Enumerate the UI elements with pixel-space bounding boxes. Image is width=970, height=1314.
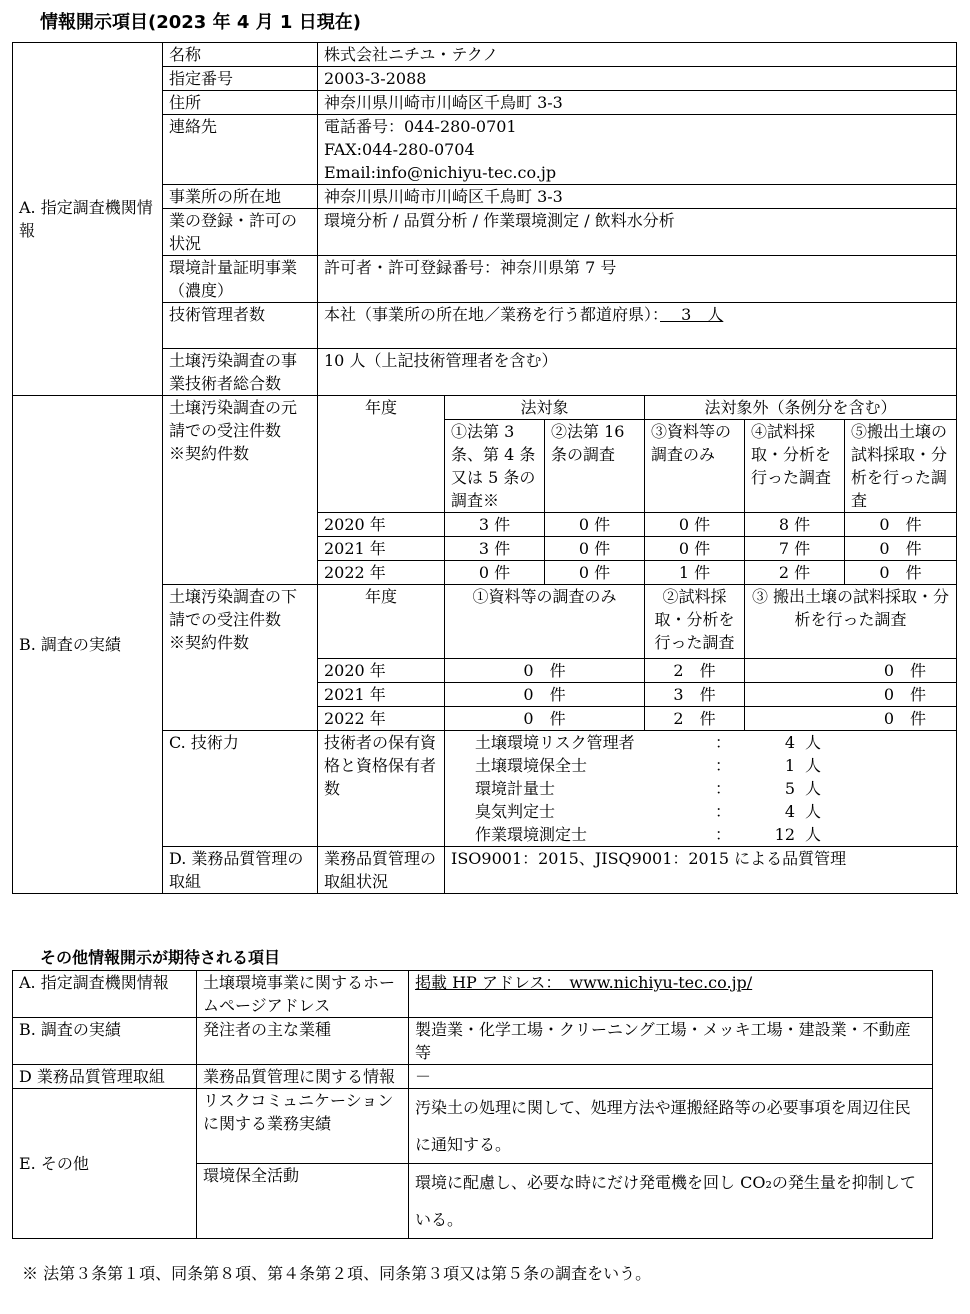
col-header: ②試料採取・分析を行った調査 (645, 585, 745, 659)
col-header: ④試料採取・分析を行った調査 (745, 420, 845, 513)
group-non-legal: 法対象外（条例分を含む） (645, 396, 957, 420)
row-value: 許可者・許可登録番号：神奈川県第 7 号 (318, 256, 957, 303)
other-value: 製造業・化学工場・クリーニング工場・メッキ工場・建設業・不動産 等 (409, 1018, 933, 1065)
row-value (318, 303, 957, 349)
count-cell: 3 件 (445, 513, 545, 537)
phone-number: 電話番号：044-280-0701 (324, 117, 517, 136)
row-value: 環境分析 / 品質分析 / 作業環境測定 / 飲料水分析 (318, 209, 957, 256)
count-cell: 0 件 (445, 561, 545, 585)
year-cell: 2020 年 (318, 659, 445, 683)
row-value: 株式会社ニチユ・テクノ (318, 43, 957, 67)
qual-row: 環境計量士 ： 5 人 (475, 779, 822, 798)
row-label: 連絡先 (163, 115, 318, 185)
other-value: 環境に配慮し、必要な時にだけ発電機を回し CO₂の発生量を抑制している。 (409, 1164, 933, 1239)
count-cell: 0 件 (445, 683, 645, 707)
count-cell: 0 件 (445, 707, 645, 731)
section-a-label: A. 指定調査機関情報 (13, 43, 163, 396)
row-label: 技術者の保有資格と資格保有者数 (318, 731, 445, 847)
year-cell: 2021 年 (318, 683, 445, 707)
qual-row: 土壌環境保全士 ： 1 人 (475, 756, 822, 775)
row-value: 神奈川県川崎市川崎区千鳥町 3-3 (318, 91, 957, 115)
sub-label-cell (163, 585, 318, 731)
row-label: 指定番号 (163, 67, 318, 91)
value-prefix: 本社（事業所の所在地／業務を行う都道府県）： (324, 305, 661, 324)
count-cell: 0 件 (545, 537, 645, 561)
col-header: ⑤搬出土壌の試料採取・分析を行った調査 (845, 420, 957, 513)
row-label: 技術管理者数 (163, 303, 318, 349)
sub-label: 土壌汚染調査の下請での受注件数 (169, 587, 298, 629)
count-cell: 2 件 (645, 707, 745, 731)
count-cell: 2 件 (645, 659, 745, 683)
count-cell: 8 件 (745, 513, 845, 537)
count-cell: 3 件 (645, 683, 745, 707)
sub-note: ※契約件数 (169, 633, 250, 652)
count-cell: 7 件 (745, 537, 845, 561)
other-item: 土壌環境事業に関するホームページアドレス (197, 971, 409, 1018)
other-value: － (409, 1065, 933, 1089)
row-value: 神奈川県川崎市川崎区千鳥町 3-3 (318, 185, 957, 209)
count-cell: 0 件 (545, 561, 645, 585)
col-header: ③ 搬出土壌の試料採取・分析を行った調査 (745, 585, 957, 659)
year-header: 年度 (318, 396, 445, 513)
year-header: 年度 (318, 585, 445, 659)
row-value: 10 人（上記技術管理者を含む） (318, 349, 957, 396)
year-cell: 2021 年 (318, 537, 445, 561)
other-table (12, 970, 933, 1239)
row-value: ISO9001：2015、JISQ9001：2015 による品質管理 (445, 847, 957, 894)
prime-note: ※契約件数 (169, 444, 250, 463)
other-section-title: その他情報開示が期待される項目 (40, 948, 281, 967)
row-label: 業の登録・許可の状況 (163, 209, 318, 256)
count-cell: 0 件 (845, 513, 957, 537)
manager-count: 3 人 (660, 305, 724, 324)
year-cell: 2020 年 (318, 513, 445, 537)
other-item: 環境保全活動 (197, 1164, 409, 1239)
count-cell: 0 件 (645, 513, 745, 537)
other-cat: D 業務品質管理取組 (13, 1065, 197, 1089)
other-item: 発注者の主な業種 (197, 1018, 409, 1065)
count-cell: 0 件 (745, 683, 957, 707)
section-c-label: C. 技術力 (163, 731, 318, 847)
row-label: 名称 (163, 43, 318, 67)
page-title: 情報開示項目(2023 年 4 月 1 日現在) (40, 12, 361, 33)
qual-row: 臭気判定士 ： 4 人 (475, 802, 822, 821)
footnote: ※ 法第３条第１項、同条第８項、第４条第２項、同条第３項又は第５条の調査をいう。 (22, 1264, 652, 1283)
section-b-label: B. 調査の実績 (13, 396, 163, 894)
row-label: 住所 (163, 91, 318, 115)
col-header: ①資料等の調査のみ (445, 585, 645, 659)
row-label: 業務品質管理の取組状況 (318, 847, 445, 894)
col-header: ①法第 3 条、第 4 条又は 5 条の調査※ (445, 420, 545, 513)
row-label: 土壌汚染調査の事業技術者総合数 (163, 349, 318, 396)
other-item: 業務品質管理に関する情報 (197, 1065, 409, 1089)
count-cell: 0 件 (845, 561, 957, 585)
row-label: 環境計量証明事業（濃度） (163, 256, 318, 303)
year-cell: 2022 年 (318, 707, 445, 731)
disclosure-table (12, 42, 957, 894)
other-value: 汚染土の処理に関して、処理方法や運搬経路等の必要事項を周辺住民に通知する。 (409, 1089, 933, 1164)
col-header: ②法第 16 条の調査 (545, 420, 645, 513)
prime-label-cell (163, 396, 318, 585)
qualifications (445, 731, 957, 847)
prime-label: 土壌汚染調査の元請での受注件数 (169, 398, 298, 440)
row-label: 事業所の所在地 (163, 185, 318, 209)
other-cat: E. その他 (13, 1089, 197, 1239)
email-address: Email:info@nichiyu-tec.co.jp (324, 163, 557, 182)
fax-number: FAX:044-280-0704 (324, 140, 475, 159)
count-cell: 0 件 (745, 659, 957, 683)
count-cell: 1 件 (645, 561, 745, 585)
row-value: 2003-3-2088 (318, 67, 957, 91)
col-header: ③資料等の調査のみ (645, 420, 745, 513)
count-cell: 0 件 (845, 537, 957, 561)
year-cell: 2022 年 (318, 561, 445, 585)
group-legal: 法対象 (445, 396, 645, 420)
contact-values (318, 115, 957, 185)
other-cat: A. 指定調査機関情報 (13, 971, 197, 1018)
hp-address-link[interactable]: 掲載 HP アドレス： www.nichiyu-tec.co.jp/ (415, 973, 753, 992)
count-cell: 0 件 (645, 537, 745, 561)
other-cat: B. 調査の実績 (13, 1018, 197, 1065)
count-cell: 3 件 (445, 537, 545, 561)
hp-address (409, 971, 933, 1018)
count-cell: 0 件 (445, 659, 645, 683)
other-item: リスクコミュニケーションに関する業務実績 (197, 1089, 409, 1164)
count-cell: 0 件 (745, 707, 957, 731)
qual-row: 土壌環境リスク管理者 ： 4 人 (475, 733, 822, 752)
count-cell: 0 件 (545, 513, 645, 537)
count-cell: 2 件 (745, 561, 845, 585)
section-d-label: D. 業務品質管理の取組 (163, 847, 318, 894)
qual-row: 作業環境測定士 ： 12 人 (475, 825, 822, 844)
